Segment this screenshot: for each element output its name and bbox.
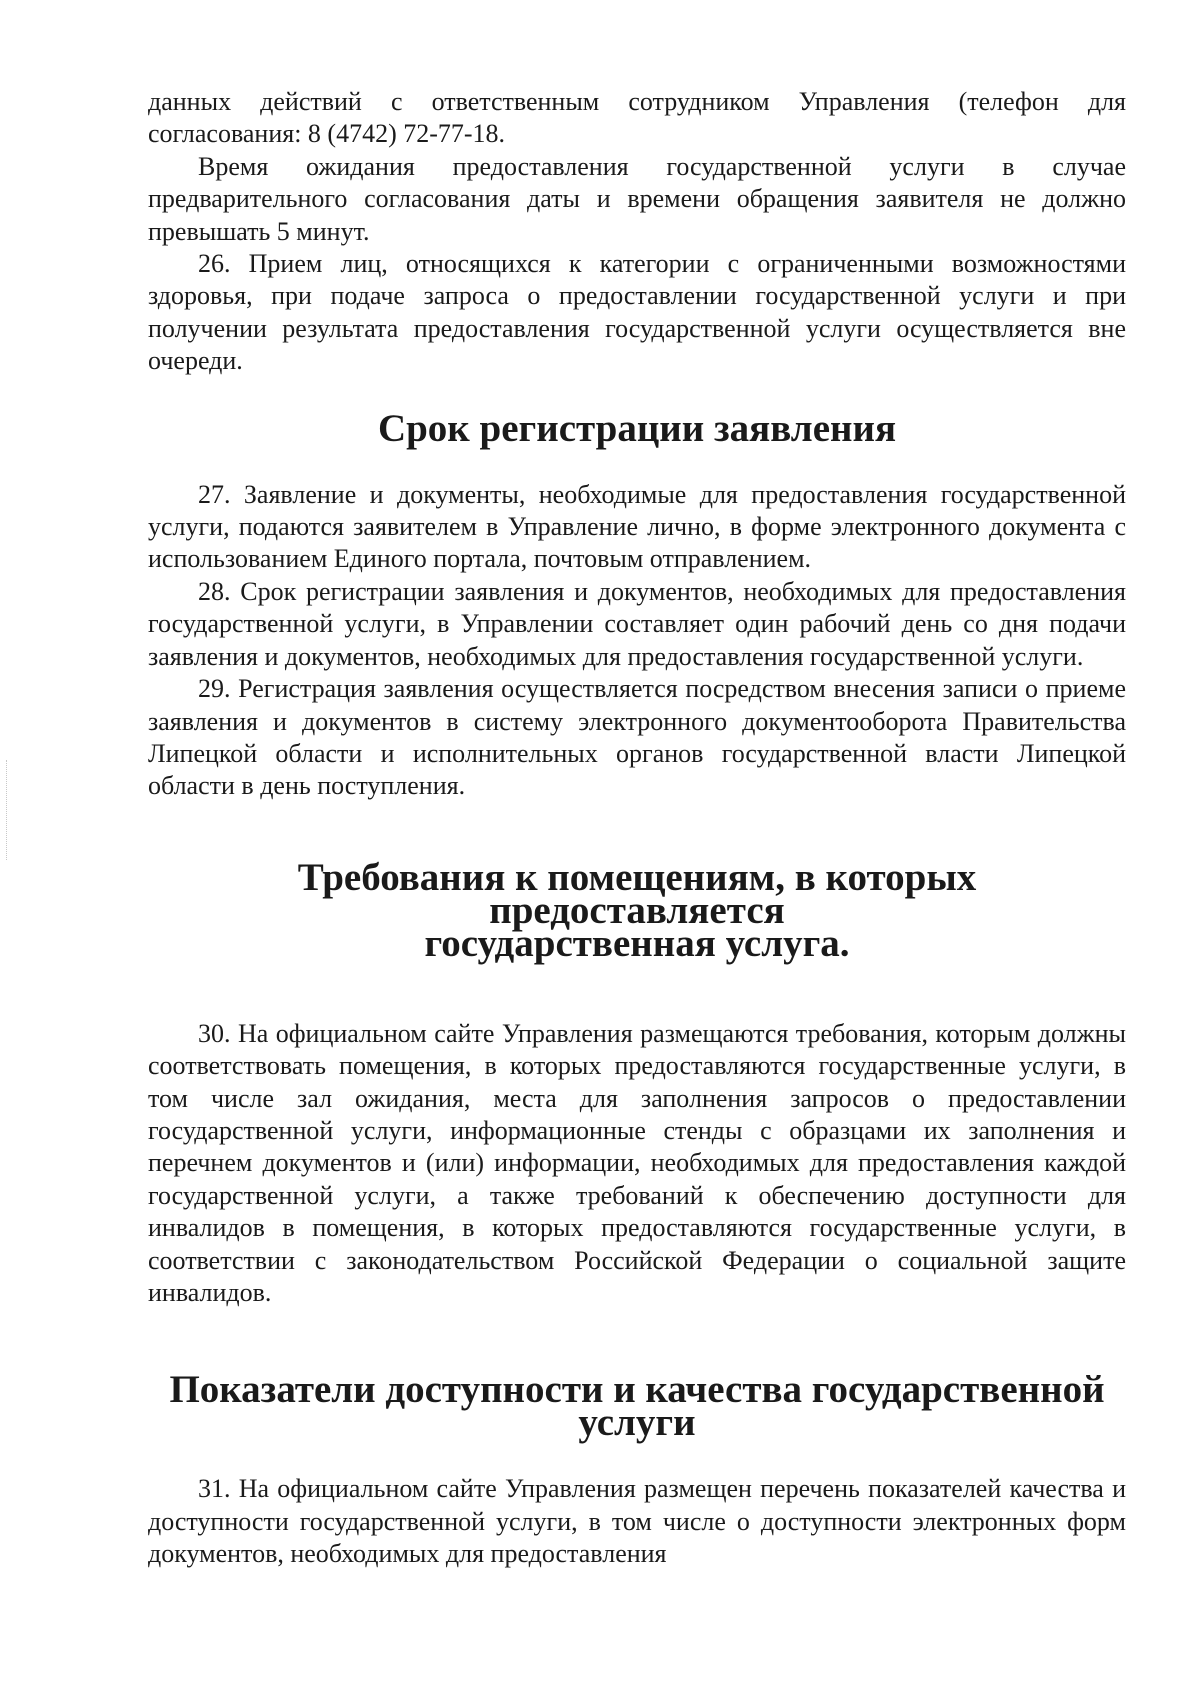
section-heading-line: Требования к помещениям, в которых предоставляется xyxy=(297,855,977,932)
section-heading-line: услуги xyxy=(578,1401,696,1445)
section-heading-line: Показатели доступности и качества государственной xyxy=(169,1368,1105,1412)
paragraph-29: 29. Регистрация заявления осуществляется посредством внесения записи о приеме заявления и документов в систему электронного документооборота Правительства Липецкой области и исполнительных органов государственной власти Липецкой области в день поступления. xyxy=(148,674,1126,801)
paragraph-30: 30. На официальном сайте Управления размещаются требования, которым должны соответствовать помещения, в которых предоставляются государственные услуги, в том числе зал ожидания, места для заполнения запросов о предоставлении государственной услуги, информационные стенды с образцами их заполнения и перечнем документов и (или) информации, необходимых для предоставления каждой государственной услуги, а также требований к обеспечению доступности для инвалидов в помещения, в которых предоставляются государственные услуги, в соответствии с законодательством Российской Федерации о социальной защите инвалидов. xyxy=(148,1018,1126,1307)
section-heading-premises-requirements xyxy=(148,855,1126,965)
section-heading-line: государственная услуга. xyxy=(424,921,850,965)
paragraph-26: 26. Прием лиц, относящихся к категории с ограниченными возможностями здоровья, при подаче запроса о предоставлении государственной услуги и при получении результата предоставления государственной услуги осуществляется вне очереди. xyxy=(148,249,1126,376)
section-heading-accessibility-quality xyxy=(148,1368,1126,1445)
paragraph-27: 27. Заявление и документы, необходимые для предоставления государственной услуги, подаются заявителем в Управление лично, в форме электронного документа с использованием Единого портала, почтовым отправлением. xyxy=(148,479,1126,574)
section-heading-registration-term: Срок регистрации заявления xyxy=(377,406,897,450)
paragraph-continuation: данных действий с ответственным сотрудником Управления (телефон для согласования: 8 (4742) 72-77-18. xyxy=(148,87,1126,149)
document-page xyxy=(148,86,1126,1571)
paragraph-waiting-time: Время ожидания предоставления государственной услуги в случае предварительного согласования даты и времени обращения заявителя не должно превышать 5 минут. xyxy=(148,151,1126,246)
paragraph-31: 31. На официальном сайте Управления размещен перечень показателей качества и доступности государственной услуги, в том числе о доступности электронных форм документов, необходимых для предоставления xyxy=(148,1474,1126,1569)
binding-marks xyxy=(6,760,9,860)
paragraph-28: 28. Срок регистрации заявления и документов, необходимых для предоставления государственной услуги, в Управлении составляет один рабочий день со дня подачи заявления и документов, необходимых для предоставления государственной услуги. xyxy=(148,576,1126,671)
